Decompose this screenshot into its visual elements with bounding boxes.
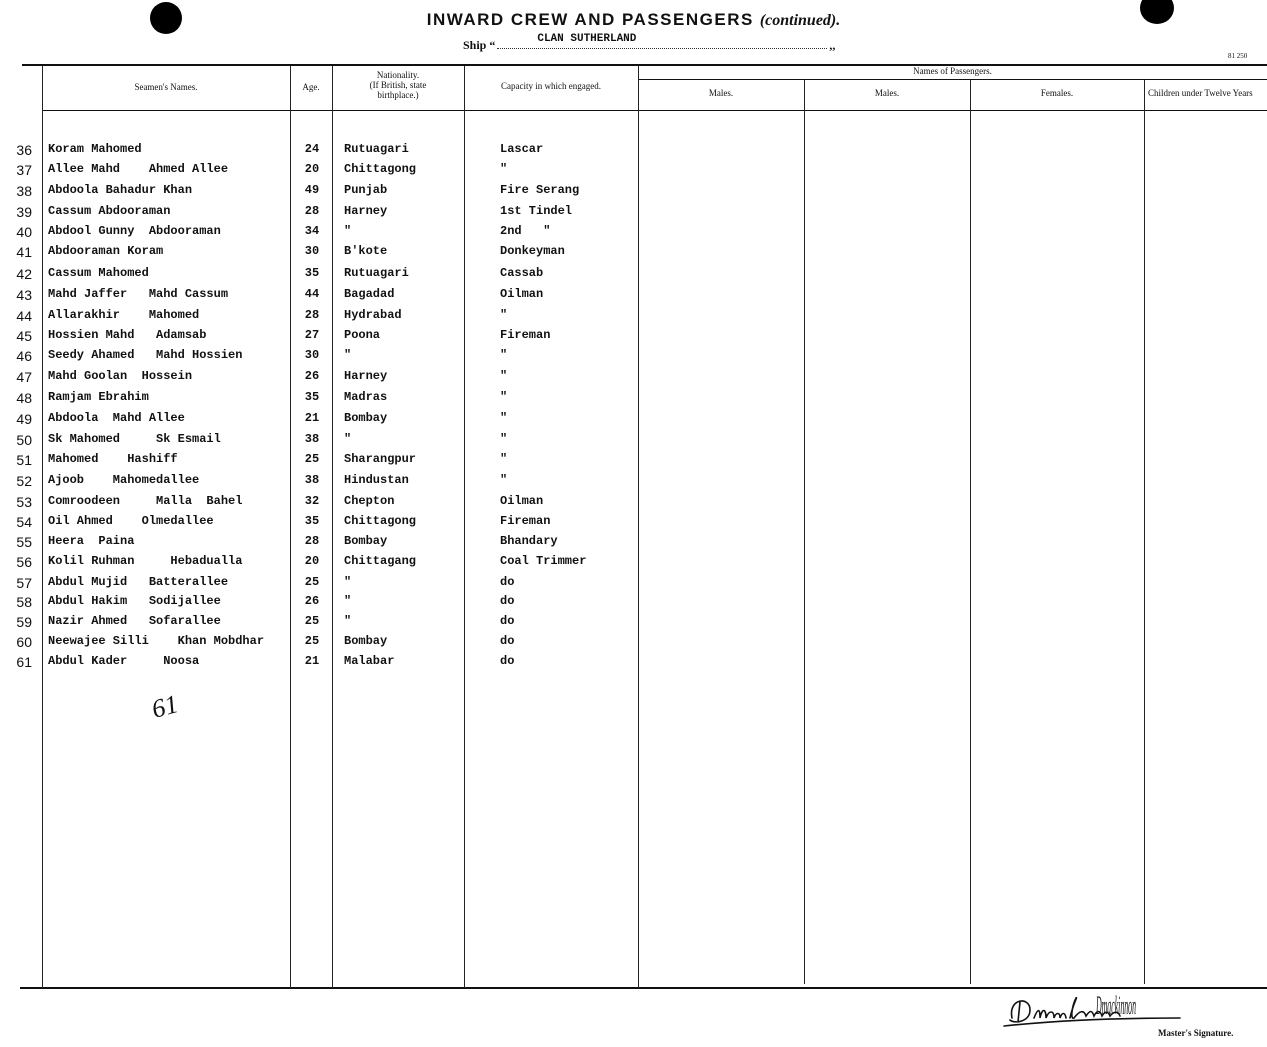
col-rule-1: [42, 66, 43, 988]
seaman-name: Seedy Ahamed Mahd Hossien: [48, 348, 243, 362]
header-capacity: Capacity in which engaged.: [501, 81, 601, 91]
row-number: 48: [16, 390, 32, 406]
seaman-capacity: ": [500, 390, 508, 404]
seaman-age: 30: [304, 244, 320, 258]
seaman-nationality: Rutuagari: [344, 266, 409, 280]
header-passengers: Names of Passengers.: [913, 66, 992, 76]
seaman-name: Mahd Jaffer Mahd Cassum: [48, 287, 229, 301]
row-number: 58: [16, 594, 32, 610]
ship-line: [463, 33, 836, 53]
col-rule-7: [970, 80, 971, 984]
title-suffix: (continued).: [759, 12, 841, 29]
seaman-age: 38: [304, 432, 320, 446]
row-number: 37: [16, 162, 32, 178]
col-rule-6: [804, 80, 805, 984]
col-rule-3: [332, 66, 333, 988]
row-number: 52: [16, 473, 32, 489]
row-number: 46: [16, 348, 32, 364]
seaman-age: 44: [304, 287, 320, 301]
seaman-name: Nazir Ahmed Sofarallee: [48, 614, 221, 628]
col-rule-5: [638, 66, 639, 988]
seaman-age: 24: [304, 142, 320, 156]
seaman-name: Koram Mahomed: [48, 142, 142, 156]
seaman-nationality: Punjab: [344, 183, 388, 197]
seaman-nationality: Bombay: [344, 411, 388, 425]
row-number: 57: [16, 575, 32, 591]
ship-name: CLAN SUTHERLAND: [537, 33, 637, 45]
row-number: 50: [16, 432, 32, 448]
seaman-name: Kolil Ruhman Hebadualla: [48, 554, 243, 568]
seaman-age: 49: [304, 183, 320, 197]
seaman-capacity: Fire Serang: [500, 183, 580, 197]
seaman-age: 21: [304, 654, 320, 668]
seaman-name: Mahomed Hashiff: [48, 452, 178, 466]
seaman-nationality: Bombay: [344, 534, 388, 548]
seaman-age: 26: [304, 594, 320, 608]
row-number: 43: [16, 287, 32, 303]
row-number: 56: [16, 554, 32, 570]
seaman-name: Neewajee Silli Khan Mobdhar: [48, 634, 265, 648]
seaman-age: 28: [304, 308, 320, 322]
seaman-name: Abdul Kader Noosa: [48, 654, 200, 668]
header-males-2: Males.: [874, 88, 900, 98]
col-rule-2: [290, 66, 291, 988]
seaman-name: Abdooraman Koram: [48, 244, 164, 258]
header-nationality: Nationality. (If British, state birthplace.): [369, 70, 427, 100]
seaman-nationality: ": [344, 348, 352, 362]
seaman-nationality: Chittagong: [344, 514, 417, 528]
seaman-capacity: ": [500, 432, 508, 446]
seaman-name: Abdul Hakim Sodijallee: [48, 594, 221, 608]
seaman-nationality: Harney: [344, 369, 388, 383]
seaman-nationality: Hindustan: [344, 473, 409, 487]
header-bottom-rule: [42, 110, 1267, 111]
seaman-name: Abdoola Bahadur Khan: [48, 183, 193, 197]
seaman-capacity: 2nd ": [500, 224, 551, 238]
seaman-age: 32: [304, 494, 320, 508]
row-number: 40: [16, 224, 32, 240]
col-rule-4: [464, 66, 465, 988]
seaman-capacity: ": [500, 308, 508, 322]
seaman-nationality: Rutuagari: [344, 142, 409, 156]
seaman-age: 30: [304, 348, 320, 362]
seaman-capacity: 1st Tindel: [500, 204, 573, 218]
row-number: 44: [16, 308, 32, 324]
seaman-nationality: ": [344, 594, 352, 608]
seaman-capacity: Oilman: [500, 494, 544, 508]
seaman-name: Cassum Abdooraman: [48, 204, 171, 218]
row-number: 38: [16, 183, 32, 199]
seaman-capacity: do: [500, 614, 515, 628]
seaman-name: Ajoob Mahomedallee: [48, 473, 200, 487]
seaman-nationality: Bagadad: [344, 287, 395, 301]
seaman-capacity: ": [500, 369, 508, 383]
seaman-age: 35: [304, 266, 320, 280]
seaman-nationality: Chepton: [344, 494, 395, 508]
row-number: 49: [16, 411, 32, 427]
row-number: 60: [16, 634, 32, 650]
seaman-name: Abdoola Mahd Allee: [48, 411, 185, 425]
seaman-capacity: do: [500, 575, 515, 589]
seaman-capacity: Fireman: [500, 514, 551, 528]
seaman-capacity: Oilman: [500, 287, 544, 301]
row-number: 36: [16, 142, 32, 158]
seaman-capacity: do: [500, 634, 515, 648]
seaman-capacity: Donkeyman: [500, 244, 565, 258]
signature-label: Master's Signature.: [1158, 1028, 1234, 1038]
seaman-age: 28: [304, 204, 320, 218]
header-males-1: Males.: [708, 88, 734, 98]
seaman-capacity: Fireman: [500, 328, 551, 342]
seaman-name: Cassum Mahomed: [48, 266, 149, 280]
header-seamen-names: Seamen's Names.: [134, 82, 198, 92]
header-children: Children under Twelve Years: [1148, 88, 1253, 98]
row-number: 55: [16, 534, 32, 550]
total-annotation: 61: [148, 689, 182, 724]
ship-name-field: [497, 33, 827, 49]
header-age: Age.: [302, 82, 320, 92]
ship-close: ,,: [829, 38, 836, 52]
seaman-age: 35: [304, 390, 320, 404]
row-number: 39: [16, 204, 32, 220]
form-number: 81 250: [1228, 52, 1248, 60]
seaman-age: 38: [304, 473, 320, 487]
seaman-name: Abdool Gunny Abdooraman: [48, 224, 221, 238]
seaman-capacity: ": [500, 162, 508, 176]
seaman-name: Comroodeen Malla Bahel: [48, 494, 243, 508]
seaman-age: 27: [304, 328, 320, 342]
seaman-capacity: do: [500, 654, 515, 668]
seaman-name: Heera Paina: [48, 534, 135, 548]
seaman-nationality: Chittagang: [344, 554, 417, 568]
seaman-name: Abdul Mujid Batterallee: [48, 575, 229, 589]
row-number: 45: [16, 328, 32, 344]
seaman-name: Ramjam Ebrahim: [48, 390, 149, 404]
seaman-nationality: ": [344, 432, 352, 446]
seaman-age: 34: [304, 224, 320, 238]
ship-label: Ship “: [463, 38, 496, 52]
row-number: 41: [16, 244, 32, 260]
seaman-name: Allee Mahd Ahmed Allee: [48, 162, 229, 176]
seaman-name: Allarakhir Mahomed: [48, 308, 200, 322]
seaman-nationality: Malabar: [344, 654, 395, 668]
master-signature: [1000, 988, 1190, 1033]
seaman-nationality: ": [344, 575, 352, 589]
seaman-age: 25: [304, 452, 320, 466]
seaman-nationality: Hydrabad: [344, 308, 402, 322]
seaman-nationality: Bombay: [344, 634, 388, 648]
seaman-age: 21: [304, 411, 320, 425]
seaman-capacity: do: [500, 594, 515, 608]
seaman-name: Mahd Goolan Hossein: [48, 369, 193, 383]
seaman-capacity: ": [500, 452, 508, 466]
passenger-sub-rule: [638, 79, 1267, 80]
seaman-nationality: Harney: [344, 204, 388, 218]
seaman-nationality: Madras: [344, 390, 388, 404]
seaman-nationality: B'kote: [344, 244, 388, 258]
seaman-age: 20: [304, 162, 320, 176]
header-females: Females.: [1040, 88, 1074, 98]
seaman-capacity: Lascar: [500, 142, 544, 156]
row-number: 42: [16, 266, 32, 282]
seaman-name: Sk Mahomed Sk Esmail: [48, 432, 221, 446]
seaman-age: 26: [304, 369, 320, 383]
seaman-age: 25: [304, 634, 320, 648]
row-number: 51: [16, 452, 32, 468]
seaman-nationality: ": [344, 614, 352, 628]
seaman-age: 25: [304, 575, 320, 589]
seaman-capacity: ": [500, 348, 508, 362]
seaman-capacity: Cassab: [500, 266, 544, 280]
title-text: INWARD CREW AND PASSENGERS: [426, 10, 754, 29]
seaman-age: 28: [304, 534, 320, 548]
seaman-capacity: ": [500, 473, 508, 487]
row-number: 54: [16, 514, 32, 530]
row-number: 53: [16, 494, 32, 510]
row-number: 47: [16, 369, 32, 385]
seaman-nationality: Sharangpur: [344, 452, 417, 466]
row-number: 61: [16, 654, 32, 670]
seaman-nationality: Poona: [344, 328, 381, 342]
seaman-nationality: ": [344, 224, 352, 238]
signature-text: Dmackinnon: [1095, 991, 1136, 1020]
seaman-name: Oil Ahmed Olmedallee: [48, 514, 214, 528]
seaman-capacity: Coal Trimmer: [500, 554, 587, 568]
seaman-capacity: Bhandary: [500, 534, 558, 548]
col-rule-8: [1144, 80, 1145, 984]
document-title: [0, 10, 1267, 30]
seaman-nationality: Chittagong: [344, 162, 417, 176]
seaman-age: 25: [304, 614, 320, 628]
row-number: 59: [16, 614, 32, 630]
seaman-capacity: ": [500, 411, 508, 425]
seaman-age: 35: [304, 514, 320, 528]
seaman-age: 20: [304, 554, 320, 568]
seaman-name: Hossien Mahd Adamsab: [48, 328, 207, 342]
